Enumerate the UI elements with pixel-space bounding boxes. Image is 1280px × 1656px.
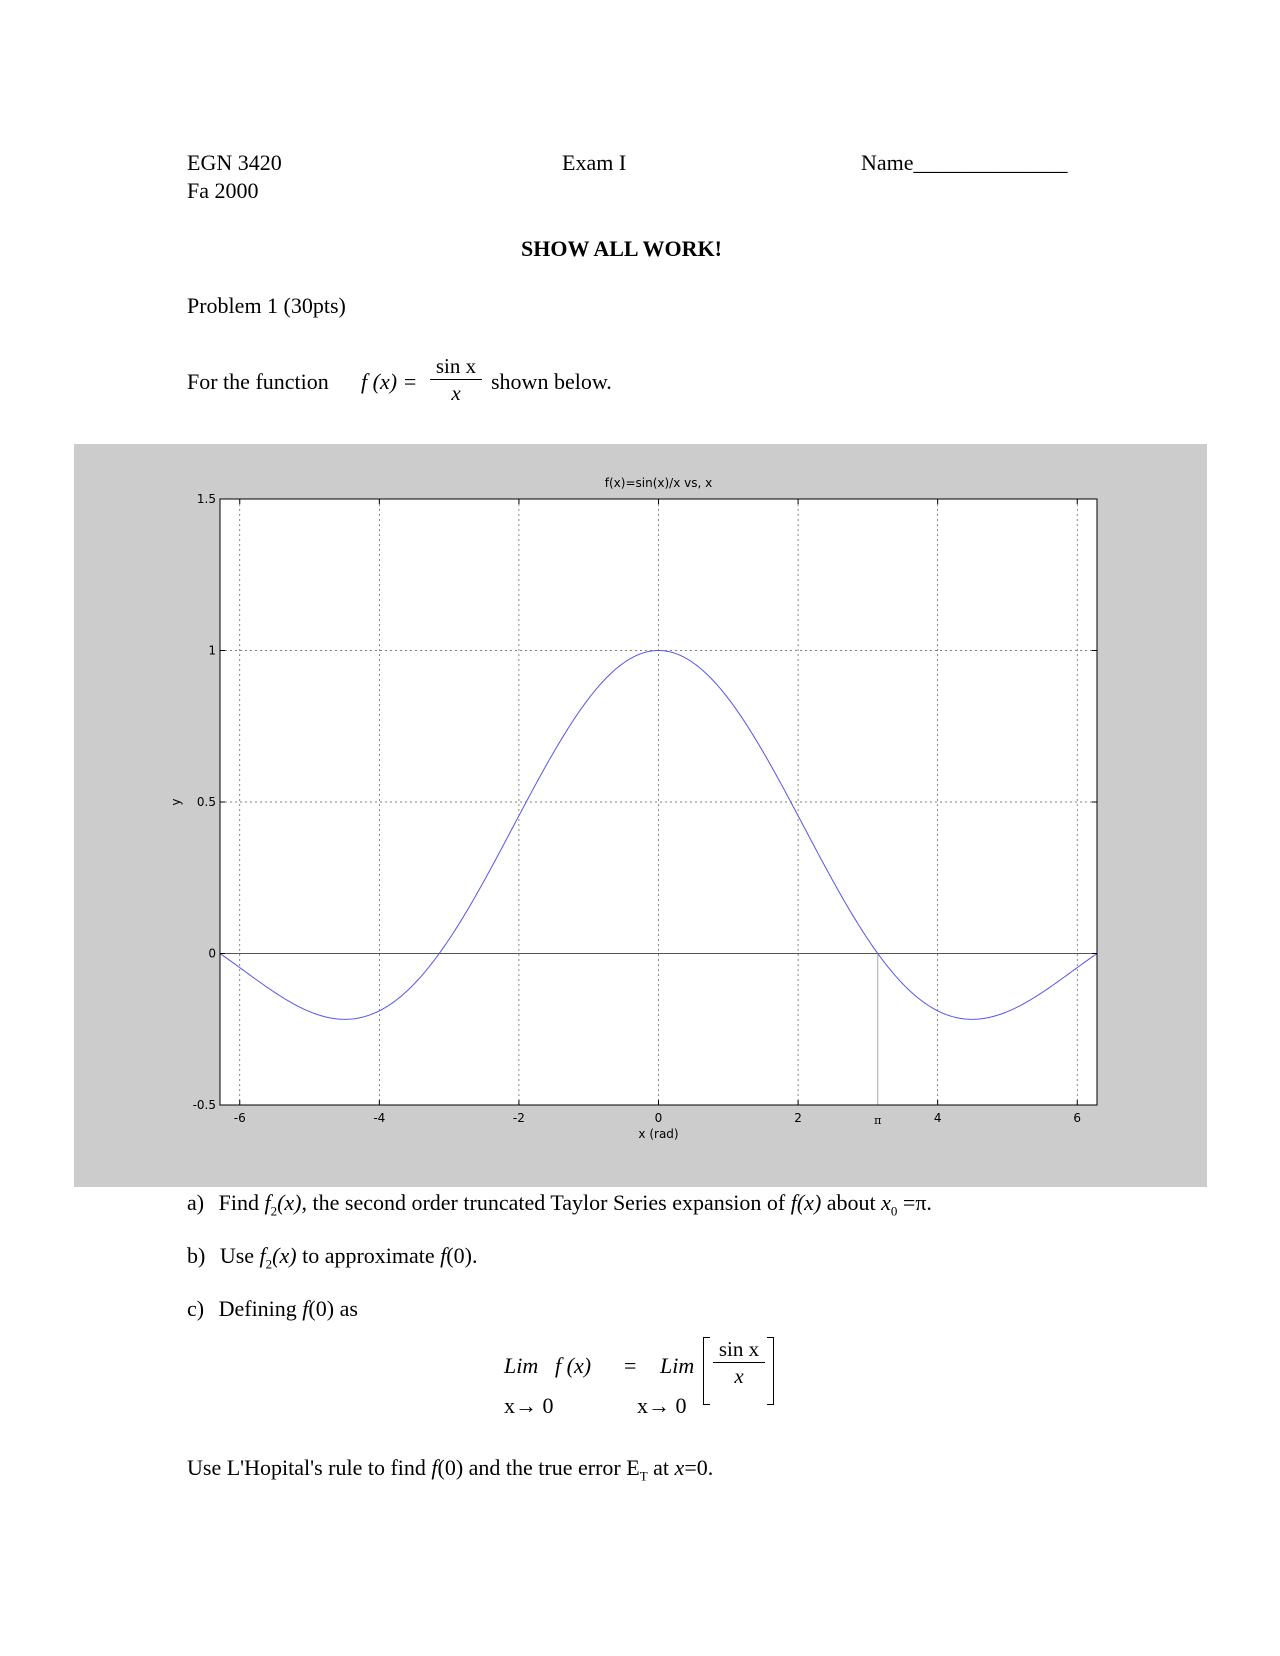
- y-axis-label: y: [169, 798, 183, 806]
- part-a-t1: Find: [218, 1190, 265, 1215]
- left-bracket: [703, 1337, 710, 1405]
- x-tick-label: -4: [373, 1111, 386, 1125]
- part-c: [187, 1296, 358, 1322]
- part-b-t1: Use: [219, 1243, 260, 1268]
- exam-title: Exam I: [562, 150, 627, 175]
- y-tick-label: -0.5: [192, 1098, 216, 1112]
- function-numerator: sin x: [435, 354, 477, 378]
- final-instruction: [187, 1455, 713, 1484]
- final-t5: at: [647, 1455, 675, 1480]
- final-t1: Use L'Hopital's rule to find: [187, 1455, 432, 1480]
- part-c-letter: c): [187, 1296, 205, 1321]
- part-a-letter: a): [187, 1190, 205, 1215]
- part-a-t5: , the second order truncated Taylor Series expansion of: [301, 1190, 791, 1215]
- y-tick-label: 1.5: [196, 492, 216, 506]
- part-a-t2: f: [264, 1190, 271, 1215]
- final-t4: T: [639, 1468, 648, 1484]
- final-t6: x: [674, 1455, 685, 1480]
- right-bracket: [767, 1337, 774, 1405]
- y-tick-label: 1: [208, 643, 216, 658]
- x-tick-label: -6: [233, 1111, 246, 1125]
- plot-panel: [74, 444, 1207, 1187]
- limit-lhs-subscript: x→ 0: [504, 1393, 554, 1418]
- problem-intro-prefix: For the function: [187, 369, 329, 394]
- function-fraction: [428, 353, 484, 406]
- part-a: [187, 1190, 932, 1219]
- limit-fraction: [711, 1336, 767, 1389]
- name-label: Name: [861, 150, 914, 175]
- part-a-text: [218, 1190, 932, 1219]
- pi-marker-label: π: [874, 1114, 882, 1127]
- limit-rhs-subscript: x→ 0: [637, 1393, 687, 1418]
- part-c-t1: Defining: [218, 1296, 303, 1321]
- y-tick-label: 0.5: [196, 795, 216, 809]
- part-b-t2: f: [259, 1243, 266, 1268]
- part-a-t4: (x): [277, 1190, 302, 1215]
- part-a-t10: =π.: [897, 1190, 932, 1215]
- y-tick-label: 0: [208, 946, 216, 961]
- part-a-t8: x: [881, 1190, 891, 1215]
- part-c-t3: (0) as: [308, 1296, 358, 1321]
- part-b-t7: (0).: [446, 1243, 478, 1268]
- part-b-t3: 2: [265, 1256, 273, 1272]
- limit-rhs-lim: Lim: [660, 1353, 695, 1378]
- x-tick-label: 2: [794, 1111, 802, 1125]
- part-a-t9: 0: [890, 1203, 898, 1219]
- part-b-t5: to approximate: [296, 1243, 441, 1268]
- part-c-t2: f: [302, 1296, 309, 1321]
- part-b: [187, 1243, 477, 1272]
- x-tick-label: 4: [933, 1111, 942, 1125]
- part-b-t6: f: [440, 1243, 447, 1268]
- limit-lhs-fx: f (x): [555, 1353, 592, 1378]
- final-t2: f: [431, 1455, 438, 1480]
- instruction-heading: SHOW ALL WORK!: [521, 236, 722, 261]
- chart-title: f(x)=sin(x)/x vs, x: [604, 476, 713, 490]
- x-axis-label: x (rad): [638, 1127, 679, 1141]
- part-b-t4: (x): [272, 1243, 297, 1268]
- name-field[interactable]: [861, 150, 1068, 176]
- problem-title: Problem 1 (30pts): [187, 293, 346, 318]
- course-code: EGN 3420: [187, 150, 282, 175]
- part-b-letter: b): [187, 1243, 206, 1268]
- term-label: Fa 2000: [187, 178, 259, 203]
- name-blank-line[interactable]: ______________: [913, 150, 1068, 175]
- x-tick-label: -2: [512, 1111, 525, 1125]
- final-t3: (0) and the true error E: [437, 1455, 640, 1480]
- part-c-text: [219, 1296, 358, 1321]
- part-a-t7: about: [821, 1190, 882, 1215]
- limit-equals: =: [624, 1353, 637, 1378]
- function-lhs: f (x) =: [361, 369, 418, 394]
- function-denominator: x: [451, 381, 461, 405]
- limit-denominator: x: [734, 1364, 744, 1388]
- part-a-t6: f(x): [790, 1190, 822, 1215]
- part-b-text: [219, 1243, 478, 1272]
- x-tick-label: 6: [1073, 1111, 1082, 1125]
- limit-lhs-lim: Lim: [504, 1353, 539, 1378]
- final-t7: =0.: [684, 1455, 714, 1480]
- limit-numerator: sin x: [718, 1337, 760, 1361]
- x-tick-label: 0: [654, 1111, 663, 1125]
- sinc-chart: [74, 444, 1207, 1187]
- problem-intro-suffix: shown below.: [491, 369, 612, 394]
- part-a-t3: 2: [270, 1203, 278, 1219]
